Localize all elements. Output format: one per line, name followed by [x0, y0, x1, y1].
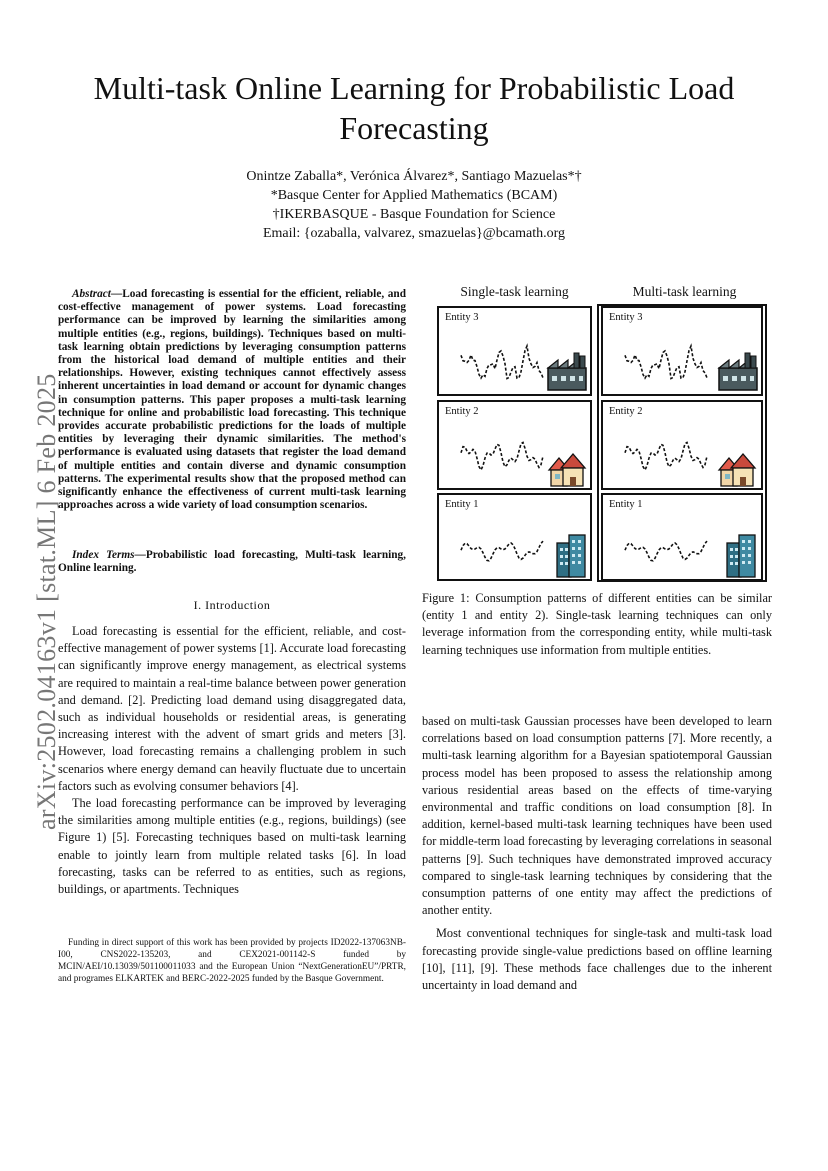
abstract-label: Abstract — [72, 288, 111, 300]
single-entity-3-box — [437, 306, 592, 396]
index-terms — [58, 549, 406, 575]
multi-task-title: Multi-task learning — [632, 284, 737, 299]
funding-footnote-text: Funding in direct support of this work has been provided by projects ID2022-137063NB-I00, CNS2022-135203, and CEX2021-001142-S funded by MCIN/AEI/10.13039/501100011033 and the European Union “NextGenerationEU”/PRTR, and programes ELKARTEK and BERC-2022-2025 funded by the Basque Government. — [58, 938, 406, 985]
author-emails: Email: {ozaballa, valvarez, smazuelas}@bcamath.org — [262, 226, 566, 241]
index-terms-text: —Probabilistic load forecasting, Multi-task learning, Online learning. — [58, 549, 406, 575]
multi-entity-3-box — [601, 306, 763, 396]
introduction-body — [58, 623, 406, 898]
houses-icon — [717, 450, 759, 488]
affiliation-ikerbasque: †IKERBASQUE - Basque Foundation for Science — [272, 207, 556, 222]
paper-title: Multi-task Online Learning for Probabilistic Load Forecasting — [93, 70, 735, 146]
intro-paragraph-1: Load forecasting is essential for the efficient, reliable, and cost-effective management of power systems [1]. Accurate load forecasting can significantly improve energy management, as electrical systems are required to maintain a real-time balance between power generation and demand. [2]. Predicting load demand using disaggregated data, such as individual households or residential areas, is generating increasing interest with the advent of smart grids and meters [3]. However, load forecasting remains a challenging problem in such scenarios where energy demand can heavily fluctuate due to uncertain factors such as evolving consumer behaviors [4]. — [58, 624, 406, 793]
factory-icon — [546, 350, 588, 392]
single-entity-1-box — [437, 493, 592, 581]
author-names: Onintze Zaballa*, Verónica Álvarez*, Santiago Mazuelas*† — [246, 169, 582, 184]
buildings-icon — [725, 533, 759, 579]
houses-icon — [547, 450, 589, 488]
affiliation-bcam: *Basque Center for Applied Mathematics (BCAM) — [270, 188, 558, 203]
multi-entity-1-box — [601, 493, 763, 581]
right-paragraph-2: Most conventional techniques for single-task and multi-task load forecasting provide single-value predictions based on offline learning [10], [11], [9]. These methods face challenges due to the inherent uncertainty in load demand and — [422, 926, 772, 993]
multi-entity-2-box — [601, 400, 763, 490]
section-heading: I. Introduction — [193, 598, 271, 612]
index-terms-label: Index Terms — [72, 549, 135, 561]
entity-label: Entity 2 — [609, 406, 643, 417]
abstract — [58, 288, 406, 512]
right-column-body — [422, 713, 772, 994]
buildings-icon — [555, 533, 589, 579]
entity-label: Entity 1 — [445, 499, 479, 510]
entity-label: Entity 3 — [609, 312, 643, 323]
entity-label: Entity 1 — [609, 499, 643, 510]
abstract-text: —Load forecasting is essential for the efficient, reliable, and cost-effective management of power systems. Load forecasting performance can be improved by learning the similarities among multiple entities (e.g., regions, buildings). Techniques based on multi-task learning obtain predictions by leveraging consumption patterns from the historical load demand of multiple entities and their relationships. However, existing techniques cannot effectively assess inherent uncertainties in load demand or account for dynamic changes in consumption patterns. This paper proposes a multi-task learning technique for online and probabilistic load forecasting. This technique provides accurate probabilistic predictions for the loads of multiple entities by leveraging their dynamic similarities. The method's performance is evaluated using datasets that register the load demand of multiple entities and contain diverse and dynamic consumption patterns. The experimental results show that the proposed method can significantly enhance the effectiveness of current multi-task learning approaches across a wide variety of load consumption scenarios. — [58, 288, 406, 512]
entity-label: Entity 3 — [445, 312, 479, 323]
figure-1 — [432, 280, 767, 584]
entity-label: Entity 2 — [445, 406, 479, 417]
factory-icon — [717, 350, 759, 392]
intro-paragraph-2: The load forecasting performance can be improved by leveraging the similarities among multiple entities (e.g., regions, buildings) (see Figure 1) [5]. Forecasting techniques based on multi-task learning enable to jointly learn from multiple related tasks [6]. In load forecasting, tasks can be referred to as entities, such as regions, buildings, or apartments. Techniques — [58, 796, 406, 897]
single-task-title: Single-task learning — [460, 284, 569, 299]
arxiv-identifier: arXiv:2502.04163v1 [stat.ML] 6 Feb 2025 — [32, 373, 61, 830]
funding-footnote — [58, 937, 406, 985]
author-block — [0, 167, 828, 243]
figure-1-caption: Figure 1: Consumption patterns of different entities can be similar (entity 1 and entity 2). Single-task learning techniques can only leverage information from the corresponding entity, while multi-task learning techniques use information from multiple entities. — [422, 591, 772, 657]
right-paragraph-1: based on multi-task Gaussian processes have been developed to learn correlations based on load consumption patterns [7]. More recently, a multi-task learning algorithm for a Bayesian spatiotemporal Gaussian process model has been proposed to assess the relationship among various residential areas based on the effects of time-varying environmental and traffic conditions on load consumption [8]. In addition, kernel-based multi-task learning techniques have been used for middle-term load forecasting by leveraging correlations in seasonal patterns [9]. Such techniques have demonstrated improved accuracy compared to single-task learning techniques by considering that the consumption patterns of one entity may affect the predictions of another entity. — [422, 714, 772, 918]
single-entity-2-box — [437, 400, 592, 490]
